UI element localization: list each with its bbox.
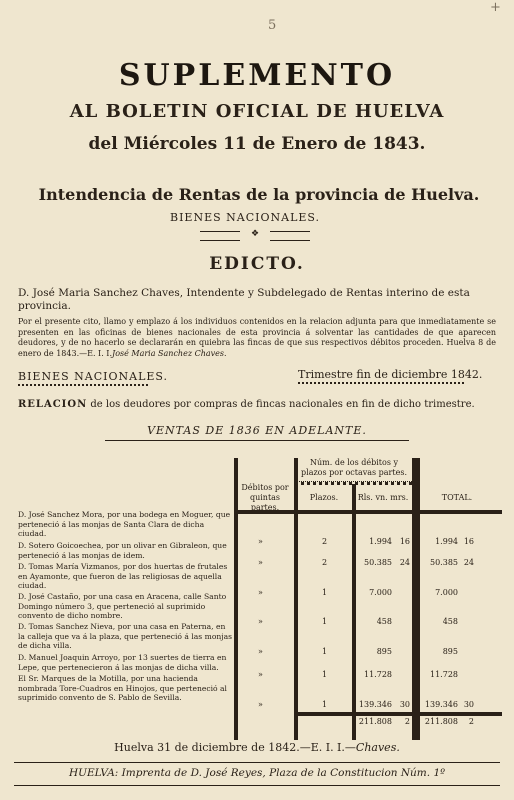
edict-signature: José Maria Sanchez Chaves. bbox=[111, 348, 227, 358]
edict-body-text: Por el presente cito, llamo y emplazo á los individuos contenidos en la relacion adjunta para que inmediatamente se presenten en las oficinas de bienes nacionales de esta provincia á solventar las cantidades de que aparecen deudores, y de no hacerlo se declararán en quiebra las fincas de que sus respectivos débitos proceden. Huelva 8 de enero de 1843.—E. I. I. bbox=[18, 317, 496, 358]
relation-title bbox=[18, 399, 496, 410]
relation-title-bold: RELACION bbox=[18, 399, 88, 410]
row-rls: 1.994 bbox=[369, 537, 392, 546]
relation-title-rest: de los deudores por compras de fincas nacionales en fin de dicho trimestre. bbox=[87, 399, 475, 410]
edict-heading: EDICTO. bbox=[209, 254, 305, 274]
row-plazos: 1 bbox=[322, 647, 328, 656]
margin-mark: 5 bbox=[268, 18, 277, 33]
office-heading: Intendencia de Rentas de la provincia de Huelva. bbox=[38, 185, 480, 204]
row-mrs: 16 bbox=[399, 537, 410, 546]
row-total: 7.000 bbox=[435, 588, 458, 597]
row-total: 50.385 bbox=[430, 558, 458, 567]
table-rule bbox=[294, 712, 502, 716]
row-description: D. José Castaño, por una casa en Aracena, calle Santo Domingo número 3, que perteneció al suprimido convento de dicho nombre. bbox=[18, 592, 227, 621]
row-plazos: 1 bbox=[322, 588, 328, 597]
row-rls: 50.385 bbox=[364, 558, 392, 567]
sum-total: 211.808 bbox=[424, 717, 458, 726]
row-plazos: 2 bbox=[322, 537, 328, 546]
row-debito: » bbox=[258, 537, 263, 546]
row-mrs: 24 bbox=[399, 558, 410, 567]
dotted-rule bbox=[298, 382, 464, 388]
relation-left-heading: BIENES NACIONALES. bbox=[18, 370, 169, 383]
ornament-icon: ❖ bbox=[240, 229, 270, 241]
row-debito: » bbox=[258, 588, 263, 597]
row-debito: » bbox=[258, 647, 263, 656]
row-rls: 139.346 bbox=[358, 700, 392, 709]
row-description: D. Sotero Goicoechea, por un olivar en Gibraleon, que perteneció á las monjas de idem. bbox=[18, 541, 227, 560]
footer-signature: Chaves. bbox=[355, 741, 400, 754]
row-total: 1.994 bbox=[435, 537, 458, 546]
row-total: 895 bbox=[442, 647, 458, 656]
col-header-plazos: Plazos. bbox=[309, 493, 339, 502]
row-description: D. Manuel Joaquin Arroyo, por 13 suertes de tierra en Lepe, que pertenecieron á las monjas de dicha villa. bbox=[18, 653, 227, 672]
margin-mark: + bbox=[490, 0, 501, 15]
row-description: D. Tomas Sanchez Nieva, por una casa en Paterna, en la calleja que va á la plaza, que perteneció á las monjas de dicha villa. bbox=[18, 622, 233, 651]
sum-rls: 211.808 bbox=[358, 717, 392, 726]
row-total: 11.728 bbox=[430, 670, 458, 679]
row-description: D. José Sanchez Mora, por una bodega en Moguer, que perteneció á las monjas de Santa Clara de dicha ciudad. bbox=[18, 510, 231, 539]
row-description: El Sr. Marques de la Motilla, por una hacienda nombrada Tore-Cuadros en Hinojos, que perteneció al suprimido convento de S. Pablo de Sevilla. bbox=[18, 674, 227, 703]
divider bbox=[105, 440, 409, 441]
row-total: 458 bbox=[442, 617, 458, 626]
row-total-mrs: 16 bbox=[463, 537, 474, 546]
page-title: SUPLEMENTO bbox=[118, 58, 396, 93]
ventas-heading: VENTAS DE 1836 EN ADELANTE. bbox=[147, 424, 367, 437]
row-mrs: 30 bbox=[399, 700, 410, 709]
relation-right-heading: Trimestre fin de diciembre 1842. bbox=[298, 368, 483, 381]
row-plazos: 2 bbox=[322, 558, 328, 567]
col-header-debitos: Débitos por quintas partes. bbox=[241, 483, 289, 512]
page-subtitle: AL BOLETIN OFICIAL DE HUELVA bbox=[69, 101, 445, 122]
row-plazos: 1 bbox=[322, 617, 328, 626]
sum-mrs: 2 bbox=[404, 717, 410, 726]
section-heading: BIENES NACIONALES. bbox=[170, 211, 321, 224]
col-header-group: Núm. de los débitos y plazos por octavas partes. bbox=[301, 458, 407, 477]
row-plazos: 1 bbox=[322, 700, 328, 709]
edict-body bbox=[18, 317, 496, 359]
footer-date-text: Huelva 31 de diciembre de 1842.—E. I. I.— bbox=[114, 741, 356, 754]
row-total-mrs: 24 bbox=[463, 558, 474, 567]
col-header-rls: Rls. vn. mrs. bbox=[357, 493, 409, 502]
row-total-mrs: 30 bbox=[463, 700, 474, 709]
row-rls: 895 bbox=[376, 647, 392, 656]
printer-line: HUELVA: Imprenta de D. José Reyes, Plaza de la Constitucion Núm. 1º bbox=[68, 767, 446, 779]
dotted-rule bbox=[18, 384, 148, 390]
divider bbox=[14, 785, 500, 786]
row-debito: » bbox=[258, 670, 263, 679]
row-debito: » bbox=[258, 700, 263, 709]
sum-total-mrs: 2 bbox=[468, 717, 474, 726]
date-line: del Miércoles 11 de Enero de 1843. bbox=[88, 134, 426, 154]
footer-date bbox=[0, 741, 514, 754]
row-debito: » bbox=[258, 558, 263, 567]
row-plazos: 1 bbox=[322, 670, 328, 679]
row-rls: 7.000 bbox=[369, 588, 392, 597]
row-rls: 458 bbox=[376, 617, 392, 626]
row-description: D. Tomas María Vizmanos, por dos huertas de frutales en Ayamonte, que fueron de las religiosas de aquella ciudad. bbox=[18, 562, 228, 591]
divider bbox=[14, 762, 500, 763]
edict-intro: D. José Maria Sanchez Chaves, Intendente y Subdelegado de Rentas interino de esta provincia. bbox=[18, 287, 470, 312]
table-rule bbox=[294, 481, 418, 485]
row-total: 139.346 bbox=[424, 700, 458, 709]
row-rls: 11.728 bbox=[364, 670, 392, 679]
row-debito: » bbox=[258, 617, 263, 626]
col-header-total: TOTAL. bbox=[441, 493, 473, 502]
